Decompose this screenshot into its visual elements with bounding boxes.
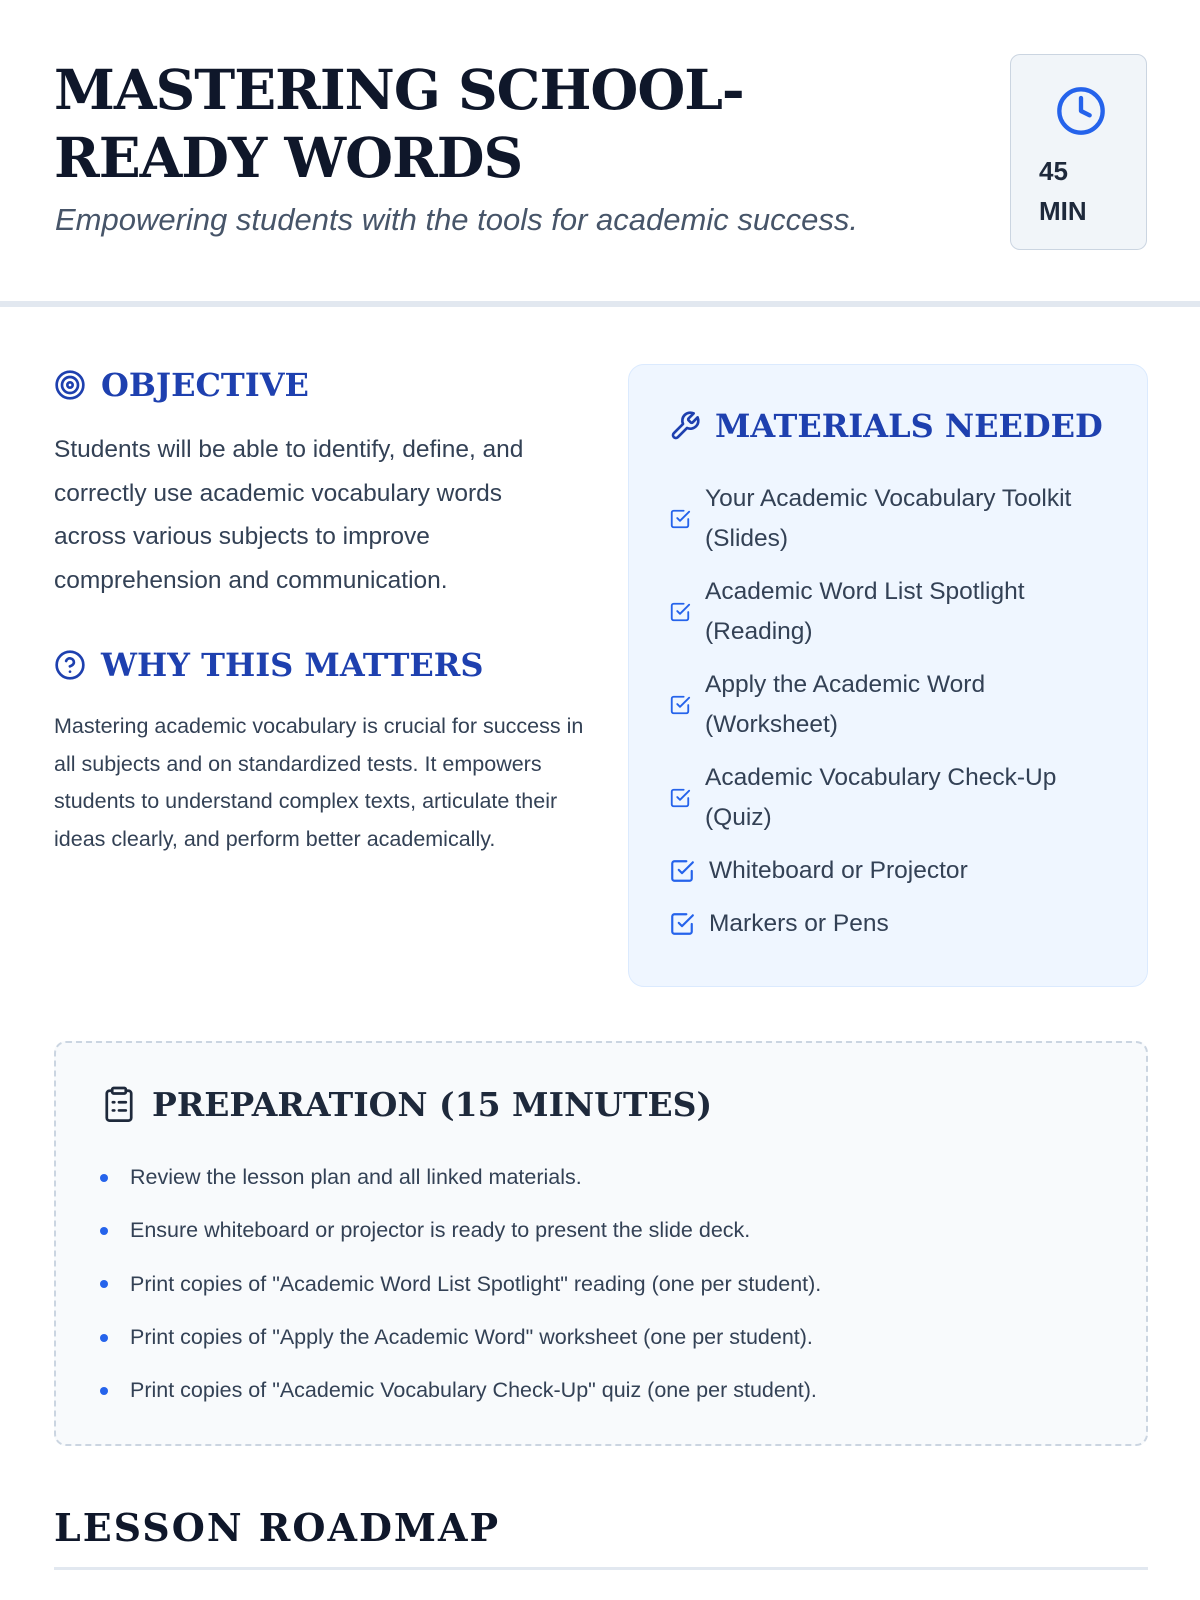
material-label: Your Academic Vocabulary Toolkit (Slides) <box>705 485 1072 552</box>
clock-icon <box>1055 85 1107 137</box>
material-label: Apply the Academic Word (Worksheet) <box>705 671 986 738</box>
why-heading <box>54 646 484 684</box>
checkbox-icon <box>669 694 691 716</box>
list-item <box>669 758 1119 838</box>
checkbox-icon <box>669 508 691 530</box>
prep-step: Print copies of "Academic Word List Spotlight" reading (one per student). <box>130 1271 822 1296</box>
list-item <box>669 904 1119 944</box>
materials-heading <box>669 407 1103 445</box>
material-label: Whiteboard or Projector <box>709 857 968 884</box>
why-text: Mastering academic vocabulary is crucial for success in all subjects and on standardized tests. It empowers students to understand complex texts, articulate their ideas clearly, and perform better academically. <box>54 714 584 851</box>
bullet-dot <box>100 1334 108 1342</box>
checkbox-icon <box>669 911 695 937</box>
checkbox-icon <box>669 787 691 809</box>
list-item <box>669 851 1119 891</box>
page-title: MASTERING SCHOOL-READY WORDS <box>54 57 744 190</box>
checkbox-icon <box>669 601 691 623</box>
preparation-heading-label: PREPARATION (15 MINUTES) <box>152 1085 713 1124</box>
checkbox-icon <box>669 858 695 884</box>
prep-step: Review the lesson plan and all linked materials. <box>130 1165 582 1190</box>
list-item <box>100 1364 1120 1417</box>
why-heading-label: WHY THIS MATTERS <box>101 646 484 684</box>
bullet-dot <box>100 1387 108 1395</box>
duration-text <box>1039 151 1129 231</box>
bullet-dot <box>100 1174 108 1182</box>
objective-heading <box>54 366 309 404</box>
list-item <box>669 572 1119 652</box>
roadmap-heading: LESSON ROADMAP <box>54 1505 501 1550</box>
objective-heading-label: OBJECTIVE <box>101 366 309 404</box>
list-item <box>100 1311 1120 1364</box>
section-divider <box>54 1567 1148 1570</box>
materials-list <box>669 479 1119 957</box>
prep-step: Ensure whiteboard or projector is ready to present the slide deck. <box>130 1218 751 1243</box>
clipboard-icon <box>102 1086 136 1124</box>
objective-text: Students will be able to identify, define, and correctly use academic vocabulary words across various subjects to improve comprehension and communication. <box>54 436 524 594</box>
preparation-card <box>54 1041 1148 1446</box>
list-item <box>669 665 1119 745</box>
material-label: Academic Vocabulary Check-Up (Quiz) <box>705 764 1057 831</box>
preparation-heading <box>102 1085 712 1124</box>
prep-step: Print copies of "Apply the Academic Word" worksheet (one per student). <box>130 1325 813 1350</box>
materials-card <box>628 364 1148 987</box>
wrench-icon <box>669 410 701 442</box>
duration-badge <box>1010 54 1147 250</box>
page-subtitle: Empowering students with the tools for academic success. <box>55 202 858 237</box>
prep-step: Print copies of "Academic Vocabulary Check-Up" quiz (one per student). <box>130 1378 817 1403</box>
duration-value: 45 <box>1039 156 1068 186</box>
list-item <box>100 1258 1120 1311</box>
question-circle-icon <box>54 649 86 681</box>
list-item <box>100 1204 1120 1257</box>
target-icon <box>54 369 86 401</box>
bullet-dot <box>100 1280 108 1288</box>
lesson-header <box>0 0 1200 307</box>
list-item <box>669 479 1119 559</box>
preparation-list <box>100 1151 1120 1417</box>
materials-heading-label: MATERIALS NEEDED <box>715 407 1103 445</box>
bullet-dot <box>100 1227 108 1235</box>
list-item <box>100 1151 1120 1204</box>
material-label: Markers or Pens <box>709 910 889 937</box>
duration-unit: MIN <box>1039 196 1087 226</box>
material-label: Academic Word List Spotlight (Reading) <box>705 578 1025 645</box>
